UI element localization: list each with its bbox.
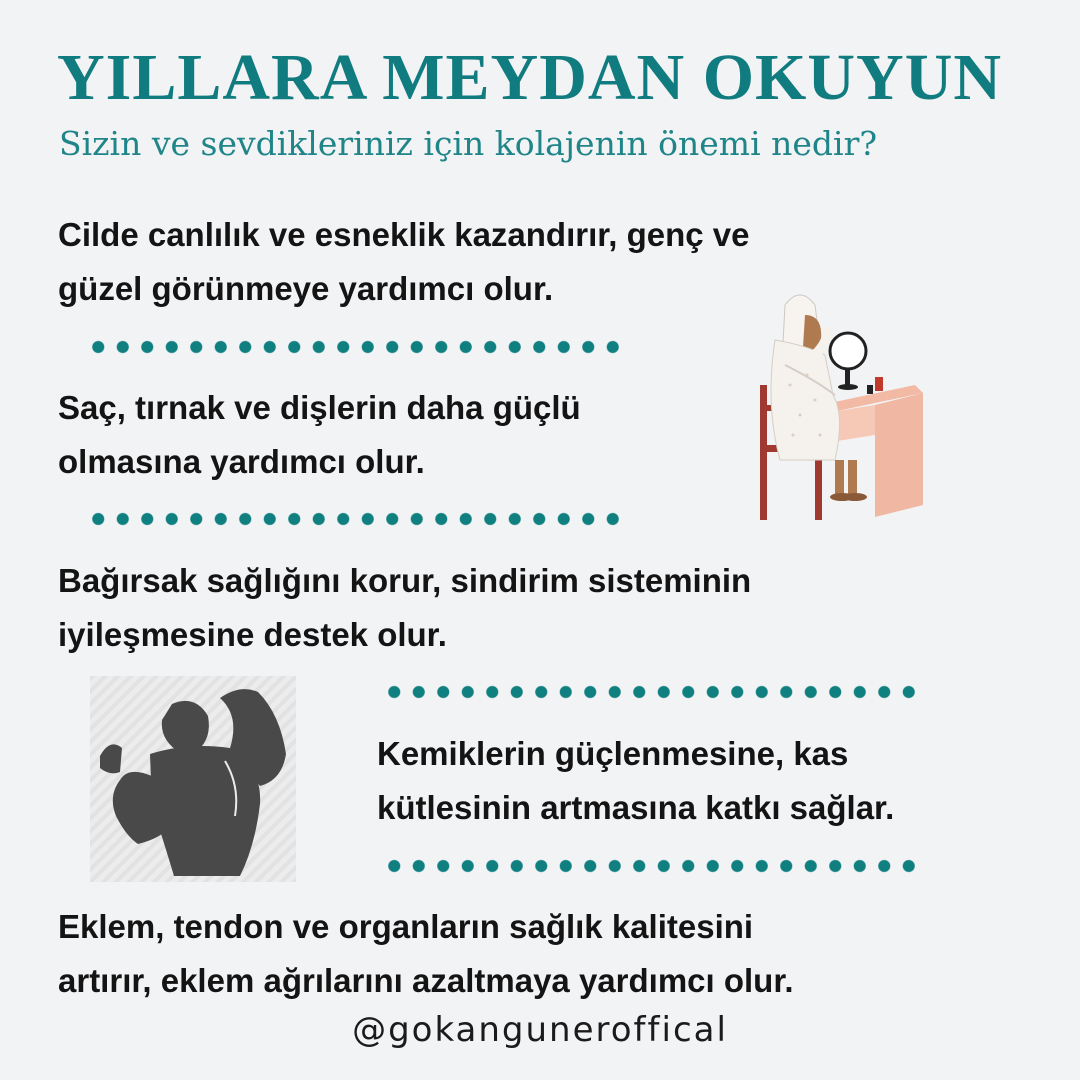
benefit-line: Saç, tırnak ve dişlerin daha güçlü — [58, 389, 581, 426]
flexing-muscle-icon — [90, 676, 296, 882]
benefit-joints — [58, 900, 794, 1008]
social-handle: @gokanguneroffical — [352, 1010, 728, 1050]
benefit-line: Eklem, tendon ve organların sağlık kalitesini — [58, 908, 754, 945]
benefit-line: olmasına yardımcı olur. — [58, 443, 425, 480]
benefit-line: artırır, eklem ağrılarını azaltmaya yardımcı olur. — [58, 962, 794, 999]
dotted-divider — [382, 685, 922, 699]
benefit-line: Cilde canlılık ve esneklik kazandırır, genç ve — [58, 216, 750, 253]
benefit-line: kütlesinin artmasına katkı sağlar. — [377, 789, 895, 826]
benefit-line: Bağırsak sağlığını korur, sindirim sisteminin — [58, 562, 752, 599]
benefit-hair-nails — [58, 381, 581, 489]
benefit-line: iyileşmesine destek olur. — [58, 616, 447, 653]
woman-at-vanity-illustration — [745, 285, 930, 525]
benefit-line: güzel görünmeye yardımcı olur. — [58, 270, 554, 307]
dotted-divider — [86, 512, 626, 526]
benefit-bones — [377, 727, 894, 835]
page-title: YILLARA MEYDAN OKUYUN — [57, 41, 1003, 114]
benefit-line: Kemiklerin güçlenmesine, kas — [377, 735, 849, 772]
benefit-gut — [58, 554, 751, 662]
dotted-divider — [382, 859, 922, 873]
dotted-divider — [86, 340, 626, 354]
benefit-skin — [58, 208, 750, 316]
page-subtitle: Sizin ve sevdikleriniz için kolajenin önemi nedir? — [59, 124, 878, 163]
